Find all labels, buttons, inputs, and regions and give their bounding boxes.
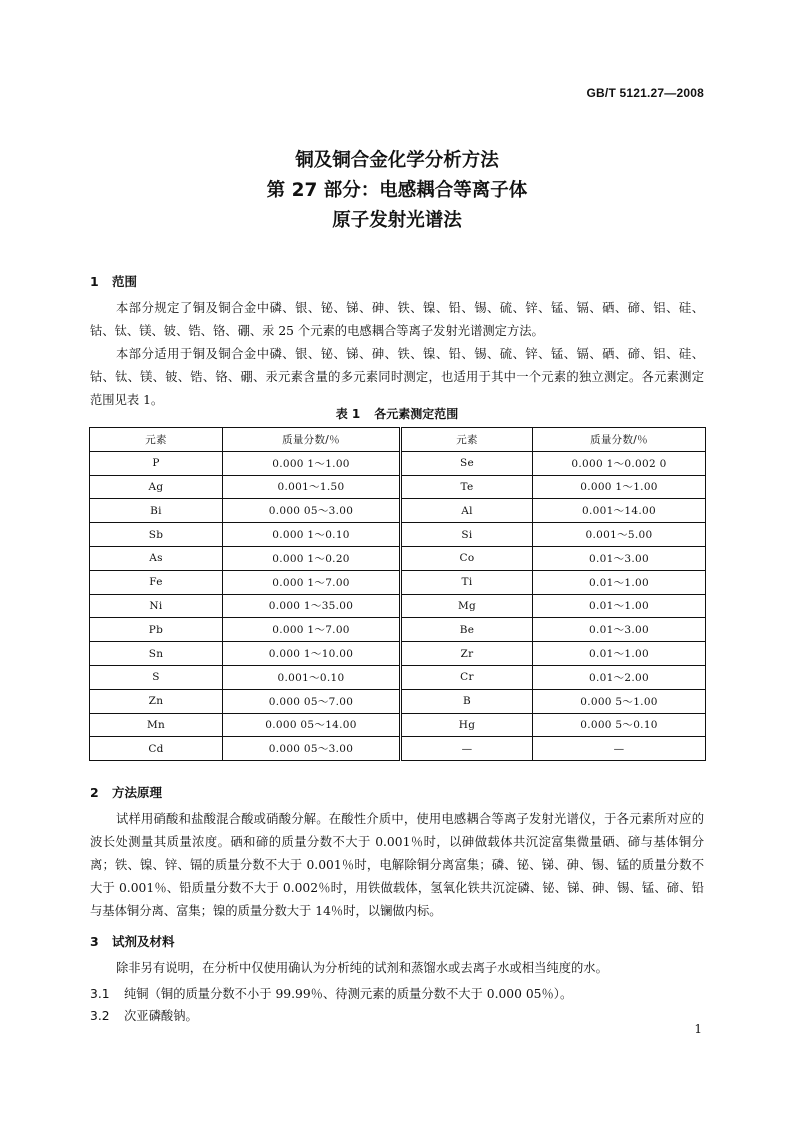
cell-mass-fraction: 0.001～0.10 bbox=[223, 665, 401, 689]
item-number: 3.2 bbox=[90, 1009, 110, 1023]
table-caption bbox=[0, 405, 794, 422]
cell-element: Sb bbox=[90, 523, 223, 547]
document-title bbox=[0, 146, 794, 236]
cell-element: — bbox=[401, 737, 533, 761]
table-row bbox=[90, 689, 706, 713]
cell-element: Zr bbox=[401, 642, 533, 666]
section-title: 方法原理 bbox=[112, 785, 163, 800]
cell-element: Fe bbox=[90, 570, 223, 594]
section-2-heading bbox=[90, 783, 162, 801]
cell-mass-fraction: 0.000 5～1.00 bbox=[533, 689, 706, 713]
list-item bbox=[90, 1006, 198, 1024]
cell-mass-fraction: 0.001～1.50 bbox=[223, 475, 401, 499]
table-label: 表 1 bbox=[335, 407, 361, 421]
cell-element: S bbox=[90, 665, 223, 689]
cell-element: As bbox=[90, 546, 223, 570]
table-row bbox=[90, 570, 706, 594]
section-3-heading bbox=[90, 932, 175, 950]
table-row bbox=[90, 737, 706, 761]
cell-mass-fraction: 0.000 1～35.00 bbox=[223, 594, 401, 618]
table-row bbox=[90, 713, 706, 737]
section-title: 范围 bbox=[112, 274, 138, 289]
table-header-row bbox=[90, 428, 706, 452]
cell-element: Te bbox=[401, 475, 533, 499]
cell-element: B bbox=[401, 689, 533, 713]
cell-mass-fraction: 0.000 1～0.10 bbox=[223, 523, 401, 547]
title-line-2: 第 27 部分：电感耦合等离子体 bbox=[266, 180, 528, 201]
cell-mass-fraction: 0.000 1～7.00 bbox=[223, 570, 401, 594]
element-range-table bbox=[89, 427, 706, 761]
cell-mass-fraction: 0.000 1～7.00 bbox=[223, 618, 401, 642]
table-row bbox=[90, 546, 706, 570]
section-1-paragraph-2: 本部分适用于铜及铜合金中磷、银、铋、锑、砷、铁、镍、铅、锡、硫、锌、锰、镉、硒、碲、铝、硅、钴、钛、镁、铍、锆、铬、硼、汞元素含量的多元素同时测定，也适用于其中一个元素的独立测定。各元素测定范围见表 1。 bbox=[90, 347, 704, 407]
cell-mass-fraction: 0.01～2.00 bbox=[533, 665, 706, 689]
cell-mass-fraction: 0.000 05～3.00 bbox=[223, 737, 401, 761]
cell-element: Cr bbox=[401, 665, 533, 689]
cell-mass-fraction: 0.000 5～0.10 bbox=[533, 713, 706, 737]
cell-element: Al bbox=[401, 499, 533, 523]
section-1-paragraph-1: 本部分规定了铜及铜合金中磷、银、铋、锑、砷、铁、镍、铅、锡、硫、锌、锰、镉、硒、碲、铝、硅、钴、钛、镁、铍、锆、铬、硼、汞 25 个元素的电感耦合等离子发射光谱测定方法。 bbox=[90, 301, 704, 338]
cell-mass-fraction: 0.000 1～10.00 bbox=[223, 642, 401, 666]
header-element: 元素 bbox=[401, 428, 533, 452]
cell-mass-fraction: 0.001～5.00 bbox=[533, 523, 706, 547]
cell-mass-fraction: 0.01～3.00 bbox=[533, 546, 706, 570]
cell-mass-fraction: 0.000 05～14.00 bbox=[223, 713, 401, 737]
page-number: 1 bbox=[694, 1022, 702, 1036]
cell-element: Sn bbox=[90, 642, 223, 666]
section-number: 1 bbox=[90, 274, 99, 289]
cell-mass-fraction: 0.01～1.00 bbox=[533, 594, 706, 618]
cell-mass-fraction: 0.000 1～0.002 0 bbox=[533, 451, 706, 475]
section-number: 2 bbox=[90, 785, 99, 800]
table-title: 各元素测定范围 bbox=[374, 407, 459, 421]
table-row bbox=[90, 642, 706, 666]
cell-element: Ni bbox=[90, 594, 223, 618]
item-text: 纯铜（铜的质量分数不小于 99.99％、待测元素的质量分数不大于 0.000 05％）。 bbox=[124, 987, 573, 1001]
cell-element: Mg bbox=[401, 594, 533, 618]
cell-element: Mn bbox=[90, 713, 223, 737]
section-number: 3 bbox=[90, 934, 99, 949]
cell-mass-fraction: 0.01～1.00 bbox=[533, 642, 706, 666]
standard-code: GB/T 5121.27—2008 bbox=[586, 86, 704, 100]
section-3-paragraph: 除非另有说明，在分析中仅使用确认为分析纯的试剂和蒸馏水或去离子水或相当纯度的水。 bbox=[116, 961, 608, 975]
cell-mass-fraction: 0.000 1～0.20 bbox=[223, 546, 401, 570]
cell-element: Ti bbox=[401, 570, 533, 594]
cell-mass-fraction: 0.001～14.00 bbox=[533, 499, 706, 523]
cell-mass-fraction: 0.01～1.00 bbox=[533, 570, 706, 594]
item-number: 3.1 bbox=[90, 987, 110, 1001]
table-row bbox=[90, 451, 706, 475]
table-row bbox=[90, 665, 706, 689]
cell-element: Pb bbox=[90, 618, 223, 642]
cell-element: Cd bbox=[90, 737, 223, 761]
cell-element: Si bbox=[401, 523, 533, 547]
cell-mass-fraction: 0.000 1～1.00 bbox=[223, 451, 401, 475]
header-element: 元素 bbox=[90, 428, 223, 452]
list-item bbox=[90, 984, 572, 1002]
table-row bbox=[90, 594, 706, 618]
item-text: 次亚磷酸钠。 bbox=[124, 1009, 198, 1023]
cell-mass-fraction: 0.000 05～7.00 bbox=[223, 689, 401, 713]
cell-mass-fraction: — bbox=[533, 737, 706, 761]
title-line-3: 原子发射光谱法 bbox=[332, 210, 462, 231]
table-row bbox=[90, 618, 706, 642]
cell-element: Hg bbox=[401, 713, 533, 737]
cell-element: Bi bbox=[90, 499, 223, 523]
cell-element: P bbox=[90, 451, 223, 475]
header-mass-fraction: 质量分数/％ bbox=[533, 428, 706, 452]
table-row bbox=[90, 499, 706, 523]
cell-element: Co bbox=[401, 546, 533, 570]
table-row bbox=[90, 523, 706, 547]
cell-mass-fraction: 0.01～3.00 bbox=[533, 618, 706, 642]
section-2-paragraph: 试样用硝酸和盐酸混合酸或硝酸分解。在酸性介质中，使用电感耦合等离子发射光谱仪，于各元素所对应的波长处测量其质量浓度。硒和碲的质量分数不大于 0.001％时，以砷做载体共沉淀富集微量硒、碲与基体铜分离；铁、镍、锌、镉的质量分数不大于 0.001％时，电解除铜分离富集；磷、铋、锑、砷、锡、锰的质量分数不大于 0.001％、铅质量分数不大于 0.002％时，用铁做载体，氢氧化铁共沉淀磷、铋、锑、砷、锡、锰、碲、铅与基体铜分离、富集；镍的质量分数大于 14％时，以镧做内标。 bbox=[90, 812, 704, 918]
table-row bbox=[90, 475, 706, 499]
section-1-heading bbox=[90, 272, 137, 290]
section-title: 试剂及材料 bbox=[112, 934, 175, 949]
cell-element: Be bbox=[401, 618, 533, 642]
cell-element: Zn bbox=[90, 689, 223, 713]
cell-mass-fraction: 0.000 05～3.00 bbox=[223, 499, 401, 523]
cell-element: Ag bbox=[90, 475, 223, 499]
header-mass-fraction: 质量分数/％ bbox=[223, 428, 401, 452]
cell-mass-fraction: 0.000 1～1.00 bbox=[533, 475, 706, 499]
title-line-1: 铜及铜合金化学分析方法 bbox=[295, 150, 499, 171]
cell-element: Se bbox=[401, 451, 533, 475]
